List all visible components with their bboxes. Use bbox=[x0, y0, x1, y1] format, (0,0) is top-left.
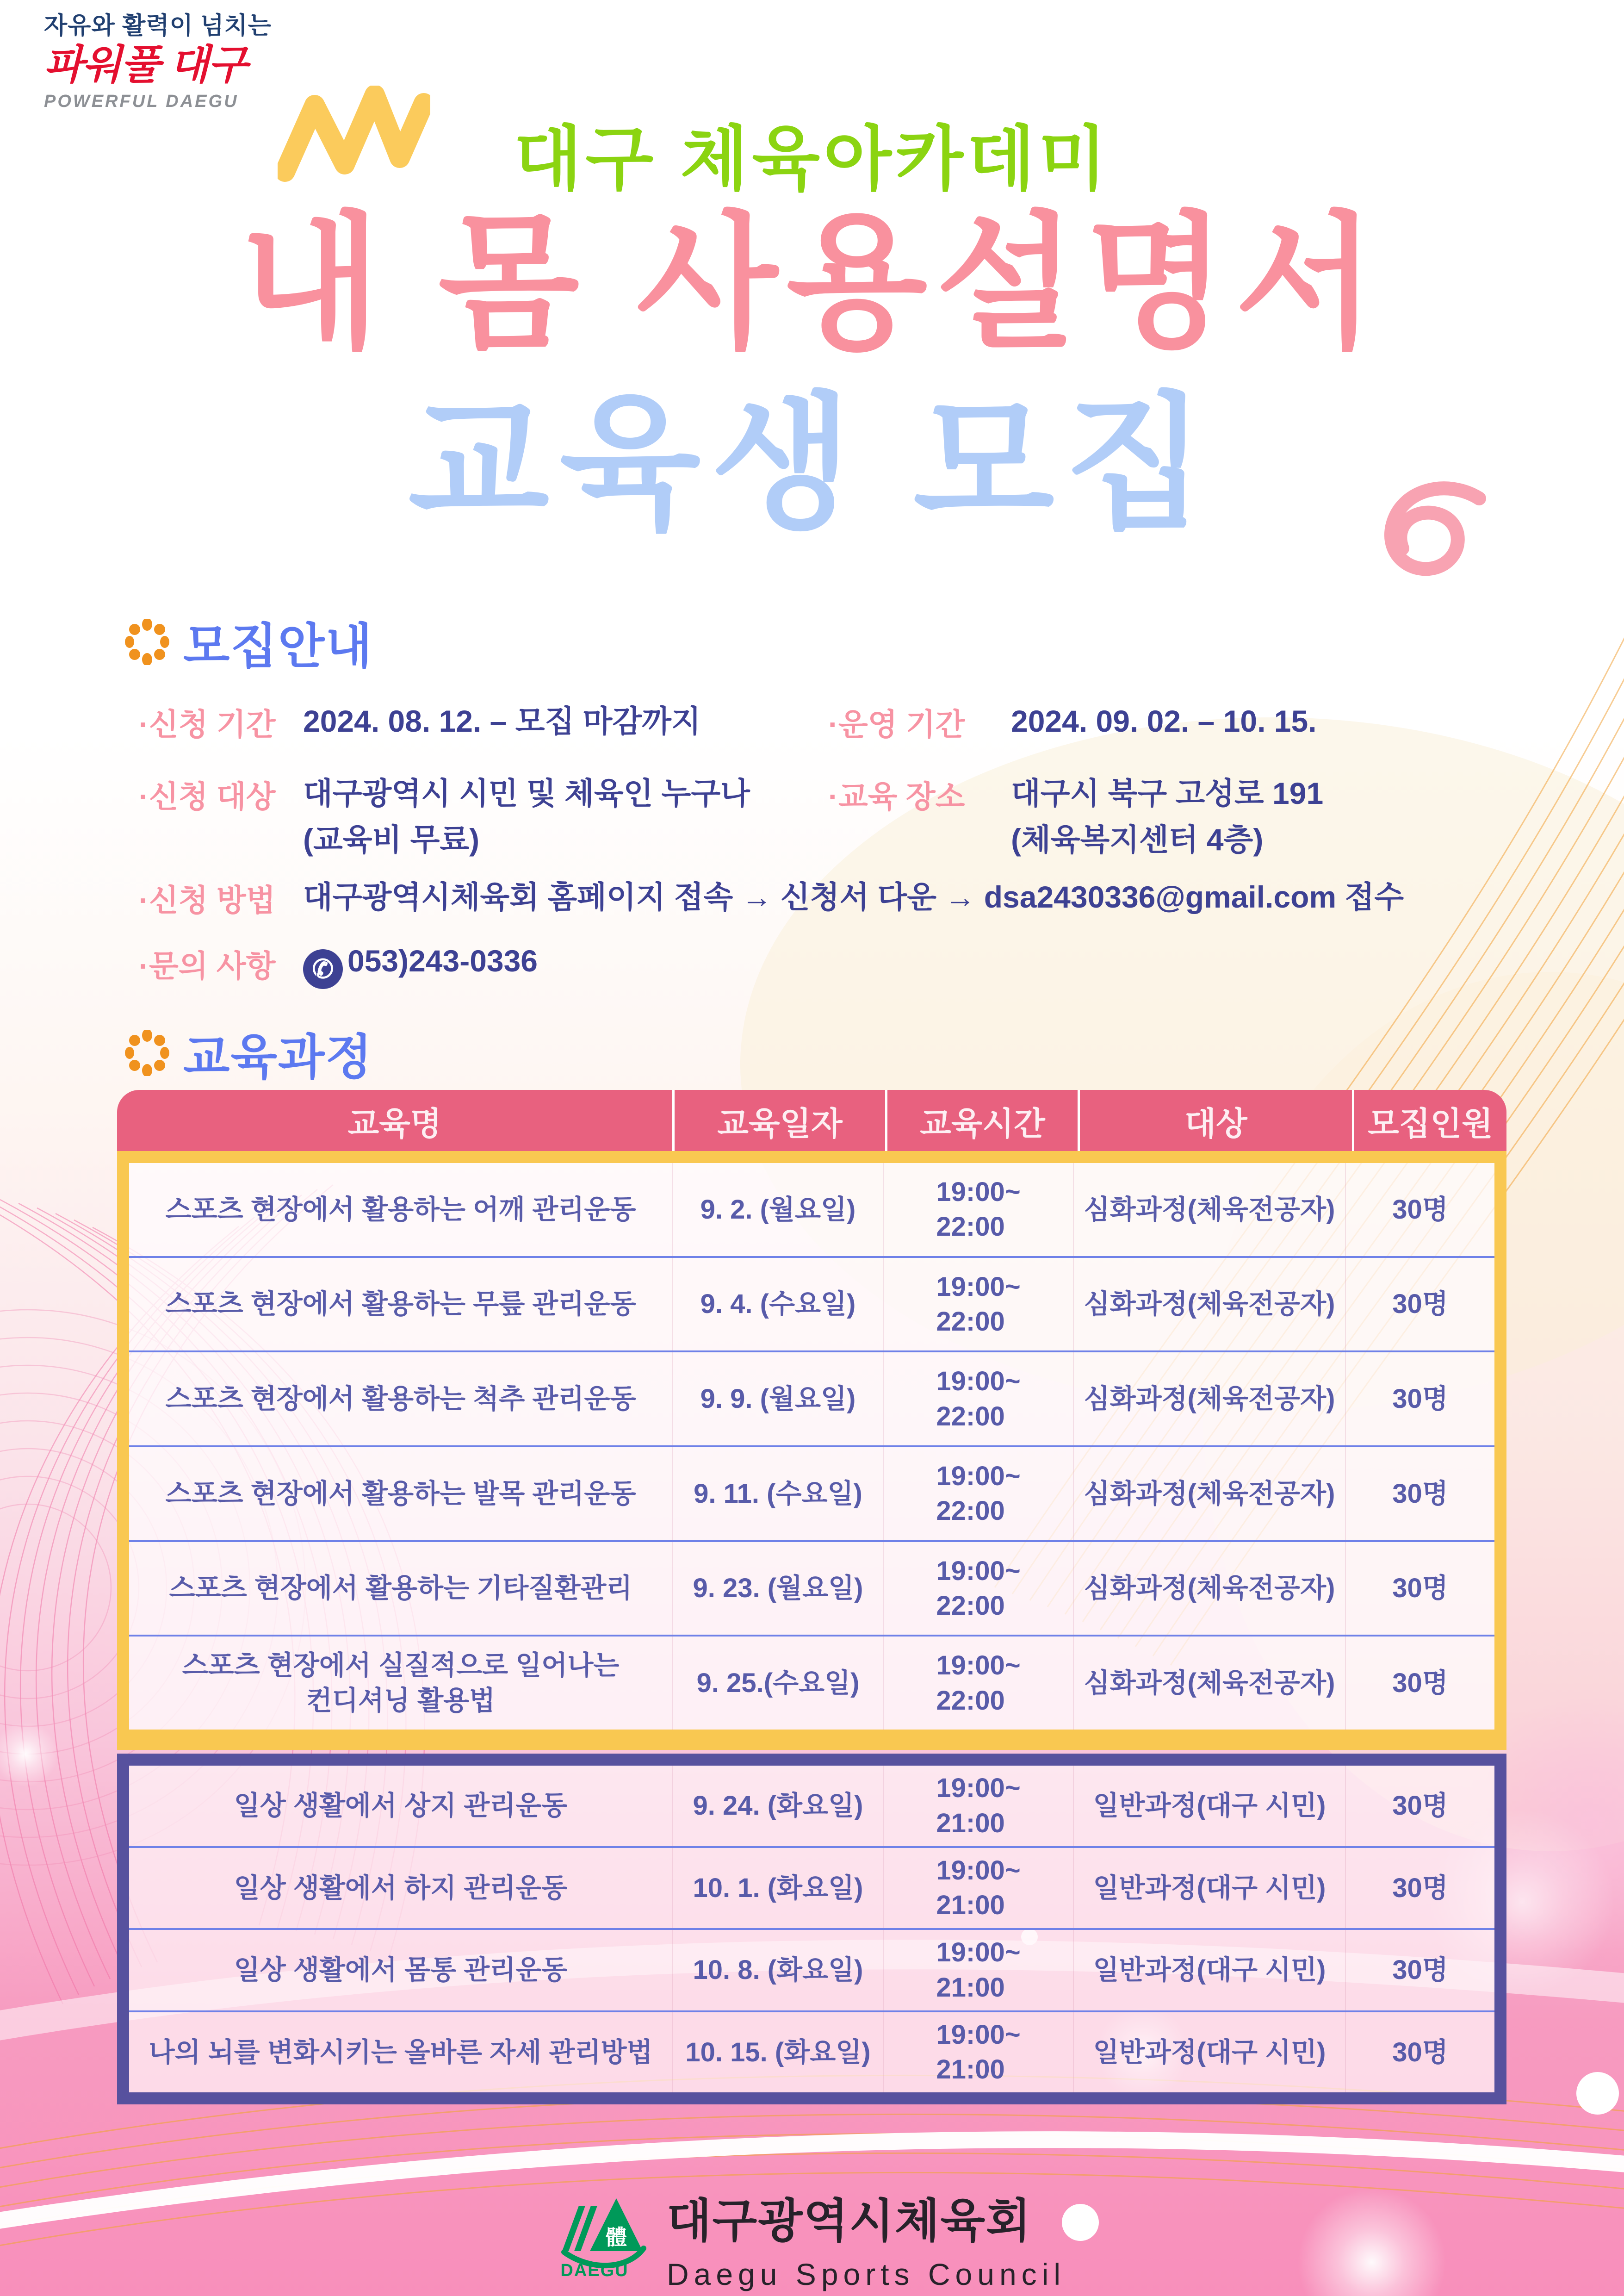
cell-capacity: 30명 bbox=[1345, 1542, 1494, 1635]
column-header-date: 교육일자 bbox=[675, 1090, 887, 1152]
svg-text:DAEGU: DAEGU bbox=[560, 2261, 629, 2279]
table-row bbox=[129, 2010, 1494, 2093]
cell-capacity: 30명 bbox=[1345, 2012, 1494, 2093]
cell-time: 19:00~ 21:00 bbox=[883, 2012, 1073, 2093]
table-row bbox=[129, 1635, 1494, 1730]
cell-time: 19:00~ 22:00 bbox=[883, 1447, 1073, 1540]
cell-course-name: 스포츠 현장에서 활용하는 무릎 관리운동 bbox=[165, 1289, 636, 1319]
logo-subtitle: POWERFUL DAEGU bbox=[44, 92, 239, 111]
value-edu-place bbox=[1011, 770, 1323, 863]
section-course-heading bbox=[124, 1018, 373, 1088]
cell-course-name: 스포츠 현장에서 활용하는 어깨 관리운동 bbox=[165, 1194, 636, 1225]
cell-course-name: 스포츠 현장에서 실질적으로 일어나는 컨디셔닝 활용법 bbox=[182, 1650, 620, 1716]
spiral-doodle-icon bbox=[1363, 470, 1492, 581]
cell-target: 일반과정(대구 시민) bbox=[1073, 1930, 1345, 2010]
cell-capacity: 30명 bbox=[1345, 1447, 1494, 1540]
cell-course-name: 나의 뇌를 변화시키는 올바른 자세 관리방법 bbox=[149, 2037, 653, 2067]
label-apply-period: ·신청 기간 bbox=[139, 707, 276, 741]
cell-time: 19:00~ 21:00 bbox=[883, 1848, 1073, 1929]
value-apply-target-line2: (교육비 무료) bbox=[303, 822, 480, 857]
cell-target: 일반과정(대구 시민) bbox=[1073, 1848, 1345, 1929]
cell-capacity: 30명 bbox=[1345, 1352, 1494, 1445]
academy-title: 대구 체육아카데미 bbox=[514, 120, 1110, 199]
cell-date: 9. 4. (수요일) bbox=[672, 1258, 883, 1351]
advanced-course-group bbox=[117, 1151, 1506, 1750]
cell-time: 19:00~ 22:00 bbox=[883, 1542, 1073, 1635]
section-course-title: 교육과정 bbox=[183, 1031, 373, 1084]
cell-course-name: 일상 생활에서 상지 관리운동 bbox=[234, 1791, 568, 1821]
logo-title: 파워풀 대구 bbox=[44, 42, 247, 87]
value-edu-place-line1: 대구시 북구 고성로 191 bbox=[1011, 776, 1324, 810]
cell-target: 심화과정(체육전공자) bbox=[1073, 1163, 1345, 1256]
value-apply-method: 대구광역시체육회 홈페이지 접속 → 신청서 다운 → dsa2430336@gmail.com 접수 bbox=[303, 880, 1404, 914]
section-recruit-heading bbox=[124, 607, 373, 677]
value-apply-period: 2024. 08. 12. – 모집 마감까지 bbox=[303, 704, 701, 738]
table-row bbox=[129, 1350, 1494, 1445]
general-course-group bbox=[117, 1754, 1506, 2104]
cell-course-name: 스포츠 현장에서 활용하는 발목 관리운동 bbox=[165, 1478, 636, 1509]
cell-date: 9. 9. (월요일) bbox=[672, 1352, 883, 1445]
cell-capacity: 30명 bbox=[1345, 1163, 1494, 1256]
cell-date: 9. 2. (월요일) bbox=[672, 1163, 883, 1256]
cell-target: 심화과정(체육전공자) bbox=[1073, 1636, 1345, 1730]
cell-date: 9. 24. (화요일) bbox=[672, 1766, 883, 1846]
label-apply-method: ·신청 방법 bbox=[139, 883, 276, 917]
logo-slogan: 자유와 활력이 넘치는 bbox=[44, 12, 272, 39]
label-inquiry: ·문의 사항 bbox=[139, 949, 276, 983]
table-row bbox=[129, 1846, 1494, 1929]
column-header-name: 교육명 bbox=[117, 1090, 675, 1152]
cell-time: 19:00~ 22:00 bbox=[883, 1258, 1073, 1351]
table-row bbox=[129, 1163, 1494, 1256]
daegu-sports-council-logo bbox=[558, 2196, 646, 2279]
cell-time: 19:00~ 21:00 bbox=[883, 1766, 1073, 1846]
poster-sub-title: 교육생 모집 bbox=[408, 382, 1216, 545]
cell-capacity: 30명 bbox=[1345, 1766, 1494, 1846]
dotted-circle-icon bbox=[124, 619, 170, 665]
svg-text:體: 體 bbox=[605, 2225, 627, 2249]
footer-org-name-en: Daegu Sports Council bbox=[666, 2257, 1066, 2291]
footer bbox=[0, 2184, 1624, 2292]
cell-date: 10. 8. (화요일) bbox=[672, 1930, 883, 2010]
table-row bbox=[129, 1445, 1494, 1540]
label-operate-period: ·운영 기간 bbox=[828, 707, 965, 741]
cell-capacity: 30명 bbox=[1345, 1930, 1494, 2010]
cell-course-name: 스포츠 현장에서 활용하는 기타질환관리 bbox=[169, 1573, 632, 1604]
label-apply-target: ·신청 대상 bbox=[139, 779, 276, 814]
cell-target: 일반과정(대구 시민) bbox=[1073, 1766, 1345, 1846]
value-inquiry bbox=[303, 938, 538, 989]
cell-time: 19:00~ 21:00 bbox=[883, 1930, 1073, 2010]
cell-time: 19:00~ 22:00 bbox=[883, 1636, 1073, 1730]
table-row bbox=[129, 1256, 1494, 1351]
table-row bbox=[129, 1540, 1494, 1635]
value-edu-place-line2: (체육복지센터 4층) bbox=[1011, 822, 1264, 857]
table-row bbox=[129, 1766, 1494, 1846]
cell-course-name: 스포츠 현장에서 활용하는 척추 관리운동 bbox=[165, 1383, 636, 1414]
column-header-target: 대상 bbox=[1080, 1090, 1354, 1152]
inquiry-phone-number: 053)243-0336 bbox=[347, 944, 538, 978]
cell-course-name: 일상 생활에서 하지 관리운동 bbox=[234, 1873, 568, 1903]
table-row bbox=[129, 1928, 1494, 2010]
cell-time: 19:00~ 22:00 bbox=[883, 1163, 1073, 1256]
cell-date: 9. 25.(수요일) bbox=[672, 1636, 883, 1730]
poster-main-title: 내 몸 사용설명서 bbox=[239, 201, 1385, 365]
cell-target: 심화과정(체육전공자) bbox=[1073, 1352, 1345, 1445]
column-header-capacity: 모집인원 bbox=[1368, 1105, 1493, 1142]
cell-capacity: 30명 bbox=[1345, 1636, 1494, 1730]
column-header-time: 교육시간 bbox=[887, 1090, 1080, 1152]
cell-target: 심화과정(체육전공자) bbox=[1073, 1542, 1345, 1635]
dotted-circle-icon bbox=[124, 1030, 170, 1076]
value-apply-target-line1: 대구광역시 시민 및 체육인 누구나 bbox=[303, 776, 750, 810]
cell-course-name: 일상 생활에서 몸통 관리운동 bbox=[234, 1955, 568, 1985]
cell-date: 10. 15. (화요일) bbox=[672, 2012, 883, 2093]
phone-icon: ✆ bbox=[303, 949, 343, 989]
cell-date: 10. 1. (화요일) bbox=[672, 1848, 883, 1929]
footer-org-name: 대구광역시체육회 bbox=[666, 2195, 1032, 2247]
label-edu-place: ·교육 장소 bbox=[828, 779, 965, 814]
cell-target: 일반과정(대구 시민) bbox=[1073, 2012, 1345, 2093]
value-apply-target bbox=[303, 770, 750, 863]
cell-capacity: 30명 bbox=[1345, 1848, 1494, 1929]
cell-target: 심화과정(체육전공자) bbox=[1073, 1258, 1345, 1351]
cell-capacity: 30명 bbox=[1345, 1258, 1494, 1351]
value-operate-period: 2024. 09. 02. – 10. 15. bbox=[1011, 704, 1317, 738]
cell-date: 9. 23. (월요일) bbox=[672, 1542, 883, 1635]
cell-target: 심화과정(체육전공자) bbox=[1073, 1447, 1345, 1540]
cell-date: 9. 11. (수요일) bbox=[672, 1447, 883, 1540]
course-table-header bbox=[117, 1090, 1506, 1152]
section-recruit-title: 모집안내 bbox=[183, 620, 373, 673]
cell-time: 19:00~ 22:00 bbox=[883, 1352, 1073, 1445]
powerful-daegu-logo bbox=[44, 14, 272, 110]
